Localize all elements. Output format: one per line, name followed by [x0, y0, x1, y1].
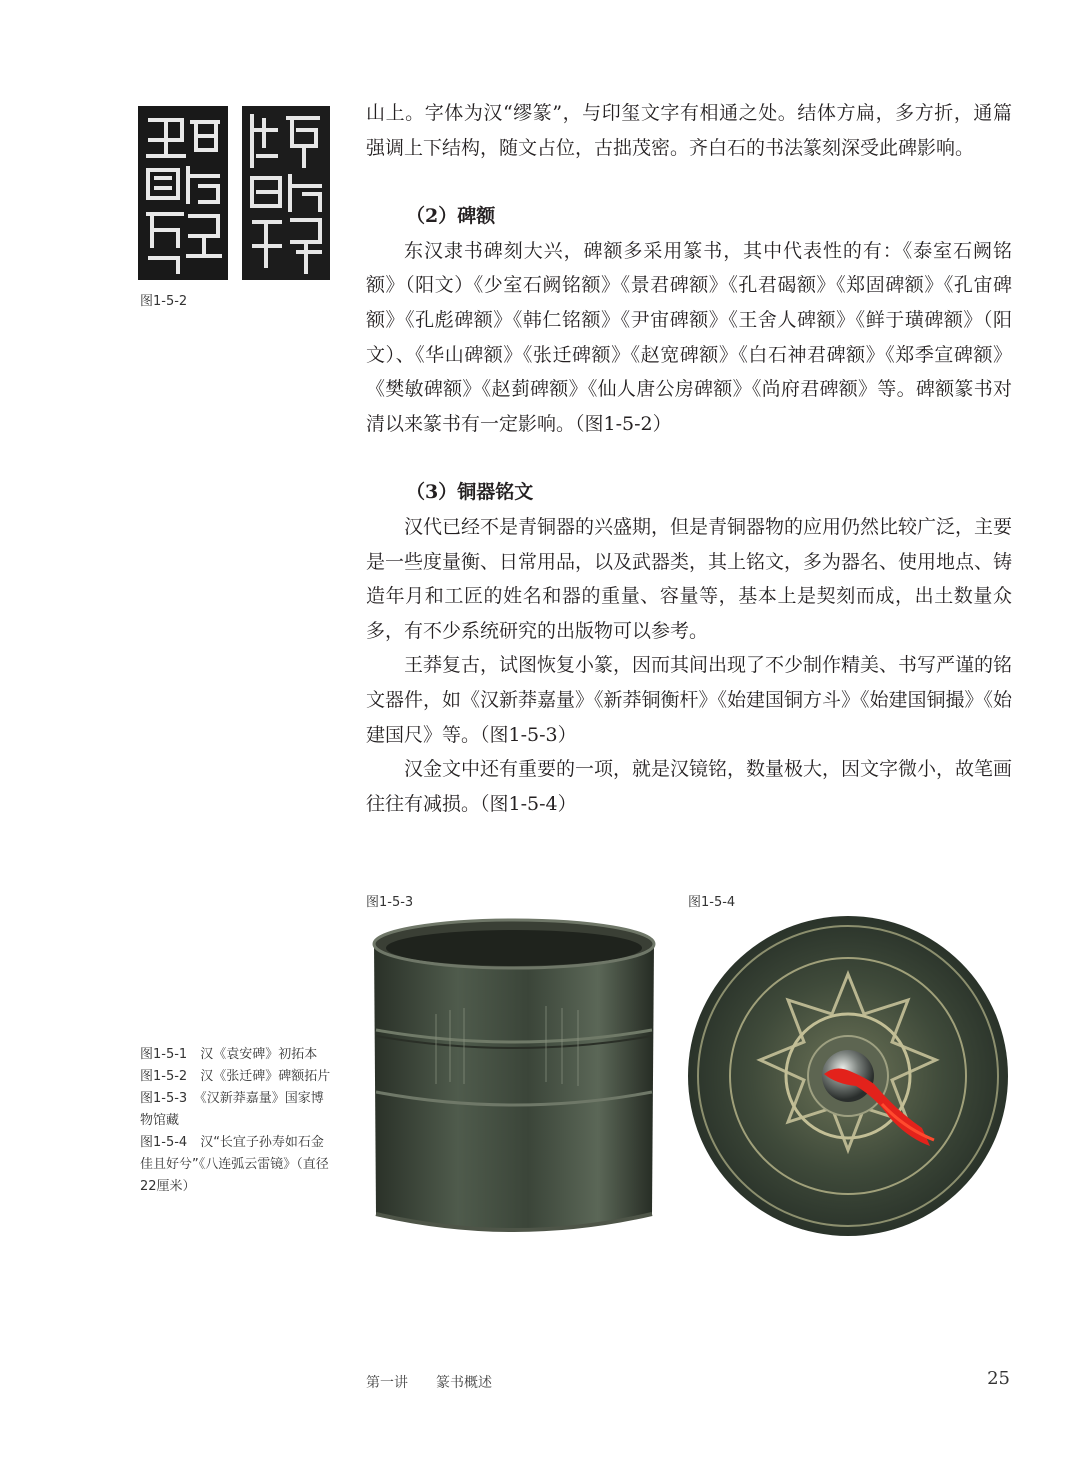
running-footer — [366, 1372, 492, 1392]
intro-paragraph: 山上。字体为汉“缪篆”，与印玺文字有相通之处。结体方扁，多方折，通篇强调上下结构，随文占位，古拙茂密。齐白石的书法篆刻深受此碑影响。 — [366, 102, 1012, 159]
caption-1-5-3: 图1-5-3 《汉新莽嘉量》国家博物馆藏 — [140, 1091, 324, 1128]
bronze-paragraph-1: 汉代已经不是青铜器的兴盛期，但是青铜器物的应用仍然比较广泛，主要是一些度量衡、日常用品，以及武器类，其上铭文，多为器名、使用地点、铸造年月和工匠的姓名和器的重量、容量等，基本上是契刻而成，出土数量众多，有不少系统研究的出版物可以参考。 — [366, 515, 1013, 642]
main-text — [366, 96, 1012, 821]
section-heading-stele-header: （2）碑额 — [406, 205, 496, 228]
figure-label-1-5-4: 图1-5-4 — [688, 895, 736, 910]
figure-label-1-5-2: 图1-5-2 — [140, 294, 188, 309]
footer-lecture: 第一讲 — [366, 1375, 408, 1391]
bronze-measure-photo — [366, 914, 662, 1236]
figure-label-1-5-3: 图1-5-3 — [366, 895, 414, 910]
bronze-paragraph-2: 王莽复古，试图恢复小篆，因而其间出现了不少制作精美、书写严谨的铭文器件，如《汉新莽嘉量》《新莽铜衡杆》《始建国铜方斗》《始建国铜撮》《始建国尺》等。（图1-5-3） — [366, 654, 1013, 746]
stele-header-paragraph: 东汉隶书碑刻大兴，碑额多采用篆书，其中代表性的有：《泰室石阙铭额》（阳文）《少室石阙铭额》《景君碑额》《孔君碣额》《郑固碑额》《孔宙碑额》《孔彪碑额》《韩仁铭额》《尹宙碑额》《王舍人碑额》《鲜于璜碑额》（阳文）、《华山碑额》《张迁碑额》《赵宽碑额》《白石神君碑额》《郑季宣碑额》《樊敏碑额》《赵菿碑额》《仙人唐公房碑额》《尚府君碑额》等。碑额篆书对清以来篆书有一定影响。（图1-5-2） — [366, 239, 1012, 435]
caption-1-5-2: 图1-5-2 汉《张迁碑》碑额拓片 — [140, 1069, 331, 1084]
section-heading-bronze-inscriptions: （3）铜器铭文 — [406, 481, 534, 504]
rubbing-image-yuan-an — [138, 106, 228, 280]
bronze-paragraph-3: 汉金文中还有重要的一项，就是汉镜铭，数量极大，因文字微小，故笔画往往有减损。（图1-5-4） — [366, 758, 1013, 815]
figure-captions — [140, 1044, 336, 1198]
caption-1-5-4: 图1-5-4 汉“长宜子孙寿如石金佳且好兮”《八连弧云雷镜》（直径22厘米） — [140, 1135, 329, 1194]
bronze-mirror-photo — [686, 914, 1010, 1238]
page-number: 25 — [987, 1368, 1010, 1389]
footer-chapter: 篆书概述 — [436, 1375, 492, 1391]
caption-1-5-1: 图1-5-1 汉《袁安碑》初拓本 — [140, 1047, 318, 1062]
rubbing-image-zhang-qian — [242, 106, 330, 280]
